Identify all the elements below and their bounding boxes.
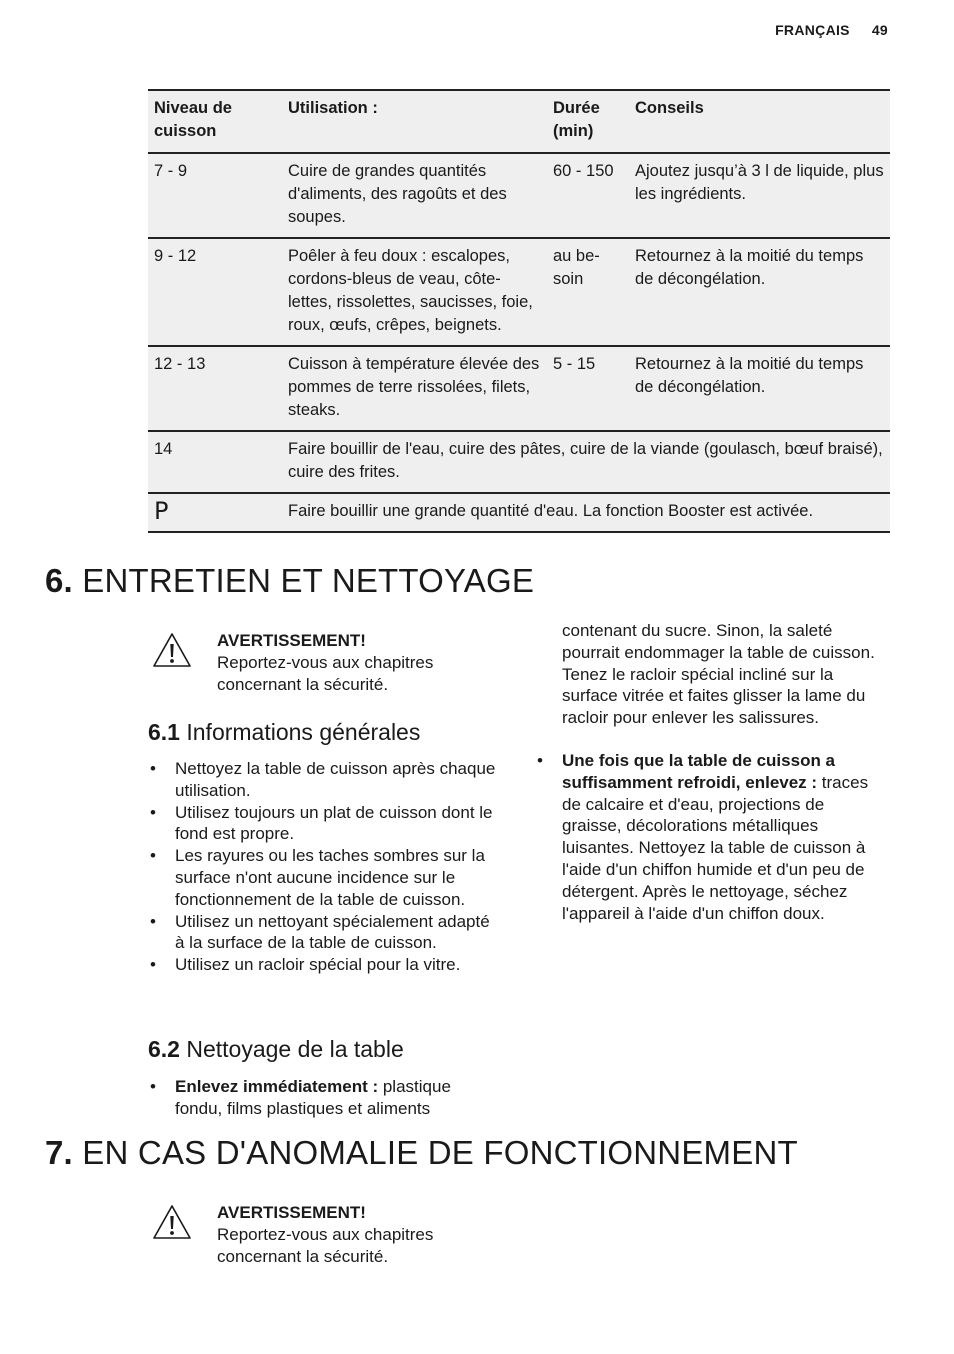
list-item: • Utilisez toujours un plat de cuisson dont le fond est propre.: [148, 802, 503, 846]
section-6-title: ENTRETIEN ET NETTOYAGE: [82, 562, 535, 599]
cell-use: Faire bouillir une grande quantité d'eau. La fonction Booster est activée.: [288, 502, 814, 520]
page-header: [775, 22, 888, 38]
list-item: • Les rayures ou les taches sombres sur la surface n'ont aucune incidence sur le fonctionnement de la table de cuisson.: [148, 845, 503, 910]
cell-level: 14: [154, 440, 173, 458]
subsection-6-2-heading: [148, 1036, 404, 1063]
cleaning-continuation-text: contenant du sucre. Sinon, la saleté pourrait endommager la table de cuisson. Tenez le racloir spécial incliné sur la surface vitrée et faites glisser la lame du racloir pour enlever les salissures.: [562, 621, 875, 728]
list-item-text: plastique fondu, films plastiques et aliments: [175, 1077, 451, 1118]
list-item: • Utilisez un racloir spécial pour la vitre.: [148, 954, 503, 976]
section-7-title: EN CAS D'ANOMALIE DE FONCTIONNEMENT: [82, 1134, 798, 1171]
table-header-row: [148, 90, 890, 153]
cell-use: Cuire de grandes quantités d'aliments, des ragoûts et des soupes.: [288, 162, 507, 226]
cell-level: 12 - 13: [154, 355, 206, 373]
cell-tips: Retournez à la moitié du temps de décongélation.: [635, 247, 864, 288]
header-level: Niveau de cuisson: [154, 99, 232, 140]
warning-triangle-icon: [152, 632, 192, 668]
section-6-heading: [45, 562, 534, 600]
table-row: [148, 238, 890, 346]
subsection-6-2-title: Nettoyage de la table: [186, 1036, 404, 1062]
cell-tips: Retournez à la moitié du temps de décongélation.: [635, 355, 864, 396]
cell-duration: 60 - 150: [553, 162, 614, 180]
list-item: • Nettoyez la table de cuisson après chaque utilisation.: [148, 758, 503, 802]
list-item-bold: Enlevez immédiatement :: [175, 1077, 379, 1096]
subsection-6-1-number: 6.1: [148, 719, 180, 745]
page-number: 49: [871, 22, 888, 38]
header-use: Utilisation :: [288, 99, 378, 117]
general-info-list: [148, 758, 503, 976]
warning-block-7: [148, 1202, 488, 1268]
warning-text: Reportez-vous aux chapitres concernant la sécurité.: [217, 1225, 434, 1266]
subsection-6-1-heading: [148, 719, 420, 746]
cell-level: 9 - 12: [154, 247, 197, 265]
language-label: FRANÇAIS: [775, 22, 850, 38]
cell-use: Cuisson à température élevée des pommes de terre rissolées, filets, steaks.: [288, 355, 540, 419]
list-item-bold: Une fois que la table de cuisson a suffisamment refroidi, enlevez :: [562, 751, 836, 792]
cell-level: 7 - 9: [154, 162, 188, 180]
header-duration: Durée (min): [553, 99, 600, 140]
section-7-heading: [45, 1134, 798, 1172]
header-tips: Conseils: [635, 99, 704, 117]
warning-block-6: [148, 630, 488, 696]
warning-title: AVERTISSEMENT!: [217, 1203, 366, 1222]
subsection-6-1-title: Informations générales: [186, 719, 421, 745]
list-item: [148, 1076, 493, 1120]
booster-p-symbol: P: [154, 497, 169, 525]
warning-triangle-icon: [152, 1204, 192, 1240]
warning-text: Reportez-vous aux chapitres concernant la sécurité.: [217, 653, 434, 694]
cell-tips: Ajoutez jusqu’à 3 l de liquide, plus les ingrédients.: [635, 162, 884, 203]
section-6-number: 6.: [45, 562, 73, 599]
table-row: [148, 431, 890, 493]
cell-use: Faire bouillir de l'eau, cuire des pâtes, cuire de la viande (goulasch, bœuf braisé), cuire des frites.: [288, 440, 883, 481]
subsection-6-2-number: 6.2: [148, 1036, 180, 1062]
list-item: [535, 750, 887, 924]
cleaning-list-col2: [535, 750, 887, 924]
cooking-levels-table: [148, 89, 890, 533]
table-row: [148, 493, 890, 532]
cell-duration: au be-soin: [553, 247, 600, 288]
cell-use: Poêler à feu doux : escalopes, cordons-bleus de veau, côte-lettes, rissolettes, saucisses, foie, roux, œufs, crêpes, beignets.: [288, 247, 533, 334]
cell-duration: 5 - 15: [553, 355, 596, 373]
warning-title: AVERTISSEMENT!: [217, 631, 366, 650]
table-row: [148, 153, 890, 238]
list-item: • Utilisez un nettoyant spécialement adapté à la surface de la table de cuisson.: [148, 911, 503, 955]
section-7-number: 7.: [45, 1134, 73, 1171]
list-item-text: traces de calcaire et d'eau, projections de graisse, décolorations métalliques luisantes. Nettoyez la table de cuisson à l'aide d'un chiffon humide et d'un peu de détergent. Après le nettoyage, séchez l'appareil à l'aide d'un chiffon doux.: [562, 772, 869, 923]
table-row: [148, 346, 890, 431]
cleaning-list-col1: [148, 1076, 493, 1120]
